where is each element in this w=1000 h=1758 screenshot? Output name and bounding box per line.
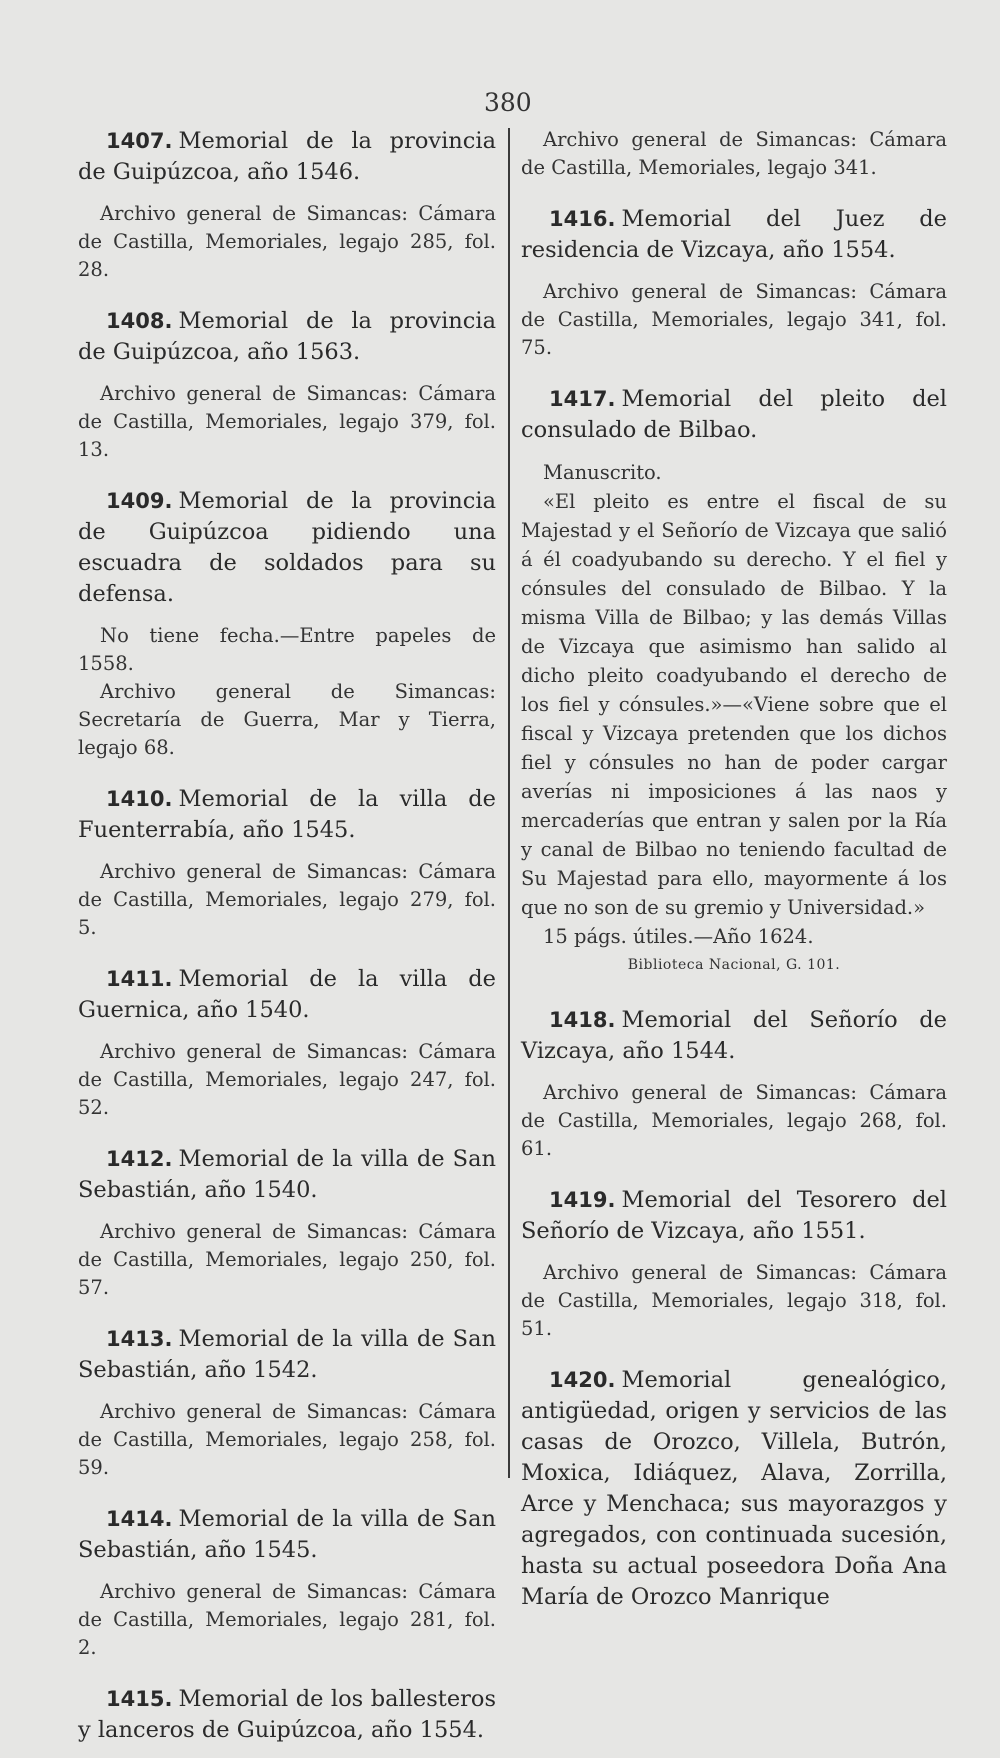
entry-number: 1410.: [106, 787, 173, 811]
entry-title: 1412. Memorial de la villa de San Sebastián, año 1540.: [78, 1146, 496, 1203]
entry-title: 1417. Memorial del pleito del consulado de Bilbao.: [521, 386, 947, 443]
entry-source: Archivo general de Simancas: Cámara de Castilla, Memoriales, legajo 341, fol. 75.: [521, 280, 947, 359]
entry-number: 1412.: [106, 1147, 173, 1171]
entry-source: Archivo general de Simancas: Cámara de Castilla, Memoriales, legajo 341.: [521, 128, 947, 179]
entry-source: [78, 1218, 496, 1302]
entry-source: [78, 858, 496, 942]
entry-title: 1414. Memorial de la villa de San Sebastián, año 1545.: [78, 1506, 496, 1563]
entry-number: 1420.: [549, 1368, 616, 1392]
source-line: Archivo general de Simancas: Cámara de Castilla, Memoriales, legajo 285, fol. 28.: [78, 202, 496, 281]
entry-title: 1420. Memorial genealógico, antigüedad, origen y servicios de las casas de Orozco, Villela, Butrón, Moxica, Idiáquez, Alava, Zorrilla, Arce y Menchaca; sus mayorazgos y agregados, con continuada sucesión, hasta su actual poseedora Doña Ana María de Orozco Manrique: [521, 1367, 947, 1610]
entry-number: 1417.: [549, 387, 616, 411]
entry-title: 1410. Memorial de la villa de Fuenterrabía, año 1545.: [78, 786, 496, 843]
source-line: Archivo general de Simancas: Secretaría de Guerra, Mar y Tierra, legajo 68.: [78, 680, 496, 759]
entry-source: [78, 1578, 496, 1662]
manuscript-note: Manuscrito.: [543, 461, 662, 484]
entry-number: 1418.: [549, 1008, 616, 1032]
entry-source: [78, 1398, 496, 1482]
source-line: Archivo general de Simancas: Cámara de Castilla, Memoriales, legajo 247, fol. 52.: [78, 1040, 496, 1119]
entry-source: Archivo general de Simancas: Cámara de Castilla, Memoriales, legajo 268, fol. 61.: [521, 1081, 947, 1160]
entry-title: 1411. Memorial de la villa de Guernica, año 1540.: [78, 966, 496, 1023]
entry-number: 1407.: [106, 129, 173, 153]
source-line: Archivo general de Simancas: Cámara de Castilla, Memoriales, legajo 258, fol. 59.: [78, 1400, 496, 1479]
entry-title: 1409. Memorial de la provincia de Guipúzcoa pidiendo una escuadra de soldados para su defensa.: [78, 488, 496, 607]
entry-title: 1415. Memorial de los ballesteros y lanceros de Guipúzcoa, año 1554.: [78, 1686, 496, 1743]
entry-title: 1416. Memorial del Juez de residencia de Vizcaya, año 1554.: [521, 206, 947, 263]
entry-number: 1419.: [549, 1188, 616, 1212]
entry-title: 1413. Memorial de la villa de San Sebastián, año 1542.: [78, 1326, 496, 1383]
entry-quote: «El pleito es entre el fiscal de su Majestad y el Señorío de Vizcaya que salió á él coadyubando su derecho. Y el fiel y cónsules del consulado de Bilbao. Y la misma Villa de Bilbao; y las demás Villas de Vizcaya que asimismo han salido al dicho pleito coadyubando el derecho de los fiel y cónsules.»—«Viene sobre que el fiscal y Vizcaya pretenden que los dichos fiel y cónsules no han de poder cargar averías ni imposiciones á las naos y mercaderías que entran y salen por la Ría y canal de Bilbao no teniendo facultad de Su Majestad para ello, mayormente á los que no son de su gremio y Universidad.»: [521, 490, 947, 919]
entry-title: 1408. Memorial de la provincia de Guipúzcoa, año 1563.: [78, 308, 496, 365]
entry-number: 1409.: [106, 489, 173, 513]
entry-source: [78, 622, 496, 762]
entry-title: 1418. Memorial del Señorío de Vizcaya, año 1544.: [521, 1007, 947, 1064]
entry-title: 1419. Memorial del Tesorero del Señorío de Vizcaya, año 1551.: [521, 1187, 947, 1244]
column-divider: [508, 128, 510, 1478]
source-line: Archivo general de Simancas: Cámara de Castilla, Memoriales, legajo 279, fol. 5.: [78, 860, 496, 939]
source-line: Archivo general de Simancas: Cámara de Castilla, Memoriales, legajo 250, fol. 57.: [78, 1220, 496, 1299]
entry-number: 1415.: [106, 1687, 173, 1711]
entry-number: 1408.: [106, 309, 173, 333]
left-column: [78, 126, 496, 1758]
pages-note: 15 págs. útiles.—Año 1624.: [543, 925, 814, 948]
source-line: Archivo general de Simancas: Cámara de Castilla, Memoriales, legajo 379, fol. 13.: [78, 382, 496, 461]
entry-number: 1413.: [106, 1327, 173, 1351]
entry-source: [78, 380, 496, 464]
source-line: No tiene fecha.—Entre papeles de 1558.: [78, 624, 496, 675]
entry-source: [78, 1038, 496, 1122]
entry-source: [78, 200, 496, 284]
entry-title: 1407. Memorial de la provincia de Guipúzcoa, año 1546.: [78, 128, 496, 185]
entry-number: 1411.: [106, 967, 173, 991]
right-column: [521, 126, 947, 1625]
source-line: Archivo general de Simancas: Cámara de Castilla, Memoriales, legajo 281, fol. 2.: [78, 1580, 496, 1659]
library-reference: Biblioteca Nacional, G. 101.: [627, 957, 841, 973]
page-number: 380: [484, 88, 532, 117]
entry-number: 1414.: [106, 1507, 173, 1531]
entry-number: 1416.: [549, 207, 616, 231]
entry-source: Archivo general de Simancas: Cámara de Castilla, Memoriales, legajo 318, fol. 51.: [521, 1261, 947, 1340]
